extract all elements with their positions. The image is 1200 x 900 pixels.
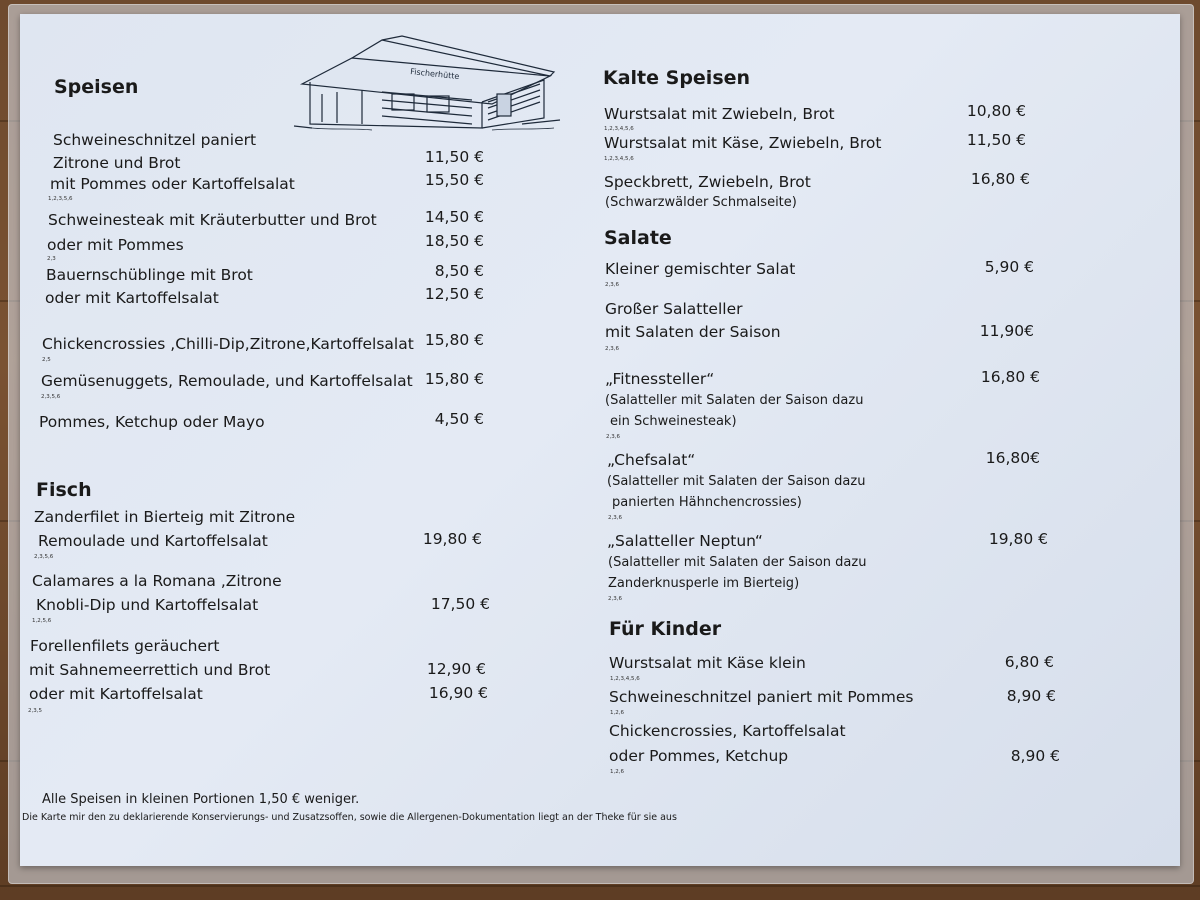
menu-item-line: „Fitnessteller“ xyxy=(605,370,715,388)
kalte-speisen-heading: Kalte Speisen xyxy=(603,67,751,89)
allergen-codes: 2,3,6 xyxy=(605,282,619,288)
menu-item-line: Wurstsalat mit Zwiebeln, Brot xyxy=(604,105,835,123)
menu-item-line: Remoulade und Kartoffelsalat xyxy=(38,532,268,550)
allergen-codes: 2,3,6 xyxy=(606,434,620,440)
price: 16,80 € xyxy=(970,170,1030,188)
menu-item-line: Wurstsalat mit Käse, Zwiebeln, Brot xyxy=(604,134,882,152)
menu-item-line: Gemüsenuggets, Remoulade, und Kartoffelsalat xyxy=(41,372,413,390)
menu-item-line: Speckbrett, Zwiebeln, Brot xyxy=(604,173,811,191)
kinder-heading: Für Kinder xyxy=(609,618,722,640)
menu-item-line: Zanderfilet in Bierteig mit Zitrone xyxy=(34,508,296,526)
menu-item-description: Zanderknusperle im Bierteig) xyxy=(608,576,800,591)
allergen-codes: 2,3,6 xyxy=(608,515,622,521)
menu-item-line: oder Pommes, Ketchup xyxy=(609,747,789,765)
price: 16,90 € xyxy=(428,684,488,702)
price: 16,80 € xyxy=(980,368,1040,386)
speisen-heading: Speisen xyxy=(54,76,139,98)
menu-item-line: Schweinesteak mit Kräuterbutter und Brot xyxy=(48,211,377,229)
price: 15,80 € xyxy=(424,370,484,388)
fisch-heading: Fisch xyxy=(36,479,92,501)
menu-item-line: oder mit Kartoffelsalat xyxy=(29,685,203,703)
hut-drawing xyxy=(292,32,562,132)
menu-item-line: Bauernschüblinge mit Brot xyxy=(46,266,253,284)
allergen-codes: 1,2,5,6 xyxy=(32,618,52,624)
menu-item-description: (Salatteller mit Salaten der Saison dazu xyxy=(608,555,867,570)
allergen-codes: 2,3,6 xyxy=(605,346,619,352)
hut-sign: Fischerhütte xyxy=(409,67,460,82)
price: 12,90 € xyxy=(426,660,486,678)
price: 15,50 € xyxy=(424,171,484,189)
price: 5,90 € xyxy=(984,258,1034,276)
price: 15,80 € xyxy=(424,331,484,349)
price: 17,50 € xyxy=(430,595,490,613)
price: 12,50 € xyxy=(424,285,484,303)
allergen-disclaimer: Die Karte mir den zu deklarierende Konservierungs- und Zusatzsoffen, sowie die Allergenen-Dokumentation liegt an der Theke für sie aus xyxy=(22,812,677,823)
price: 11,50 € xyxy=(424,148,484,166)
allergen-codes: 2,3,5 xyxy=(28,708,42,714)
allergen-codes: 2,3 xyxy=(47,256,56,262)
menu-item-description: ein Schweinesteak) xyxy=(610,414,737,429)
menu-item-line: Schweineschnitzel paniert mit Pommes xyxy=(609,688,914,706)
allergen-codes: 1,2,6 xyxy=(610,710,624,716)
menu-item-description: (Salatteller mit Salaten der Saison dazu xyxy=(605,393,864,408)
menu-item-line: mit Pommes oder Kartoffelsalat xyxy=(50,175,295,193)
price: 6,80 € xyxy=(1004,653,1054,671)
allergen-codes: 1,2,6 xyxy=(610,769,624,775)
price: 10,80 € xyxy=(966,102,1026,120)
price: 14,50 € xyxy=(424,208,484,226)
menu-card xyxy=(20,14,1180,866)
menu-item-description: panierten Hähnchencrossies) xyxy=(612,495,802,510)
allergen-codes: 2,3,5,6 xyxy=(34,554,54,560)
salate-heading: Salate xyxy=(604,227,672,249)
menu-item-line: Pommes, Ketchup oder Mayo xyxy=(39,413,265,431)
price: 16,80€ xyxy=(985,449,1040,467)
menu-item-description: (Schwarzwälder Schmalseite) xyxy=(605,195,797,210)
menu-item-line: Kleiner gemischter Salat xyxy=(605,260,796,278)
price: 8,50 € xyxy=(434,262,484,280)
allergen-codes: 1,2,3,4,5,6 xyxy=(604,156,634,162)
allergen-codes: 1,2,3,4,5,6 xyxy=(610,676,640,682)
price: 18,50 € xyxy=(424,232,484,250)
menu-item-line: Zitrone und Brot xyxy=(53,154,181,172)
menu-item-line: Knobli-Dip und Kartoffelsalat xyxy=(36,596,259,614)
menu-item-line: Chickencrossies ,Chilli-Dip,Zitrone,Kartoffelsalat xyxy=(42,335,414,353)
price: 19,80 € xyxy=(422,530,482,548)
price: 11,50 € xyxy=(966,131,1026,149)
menu-item-line: mit Salaten der Saison xyxy=(605,323,781,341)
menu-item-line: Calamares a la Romana ,Zitrone xyxy=(32,572,282,590)
price: 8,90 € xyxy=(1010,747,1060,765)
menu-item-line: Chickencrossies, Kartoffelsalat xyxy=(609,722,846,740)
menu-item-line: mit Sahnemeerrettich und Brot xyxy=(29,661,271,679)
allergen-codes: 2,5 xyxy=(42,357,51,363)
price: 11,90€ xyxy=(979,322,1034,340)
allergen-codes: 2,3,6 xyxy=(608,596,622,602)
menu-item-line: Großer Salatteller xyxy=(605,300,743,318)
allergen-codes: 2,3,5,6 xyxy=(41,394,61,400)
menu-item-line: „Chefsalat“ xyxy=(607,451,696,469)
price: 8,90 € xyxy=(1006,687,1056,705)
price: 19,80 € xyxy=(988,530,1048,548)
menu-item-line: Forellenfilets geräuchert xyxy=(30,637,220,655)
menu-item-line: oder mit Pommes xyxy=(47,236,184,254)
menu-item-line: Schweineschnitzel paniert xyxy=(53,131,257,149)
menu-item-line: oder mit Kartoffelsalat xyxy=(45,289,219,307)
portion-note: Alle Speisen in kleinen Portionen 1,50 € weniger. xyxy=(42,792,360,807)
menu-item-line: „Salatteller Neptun“ xyxy=(607,532,763,550)
allergen-codes: 1,2,3,4,5,6 xyxy=(604,126,634,132)
allergen-codes: 1,2,3,5,6 xyxy=(48,196,73,202)
price: 4,50 € xyxy=(434,410,484,428)
menu-item-description: (Salatteller mit Salaten der Saison dazu xyxy=(607,474,866,489)
menu-item-line: Wurstsalat mit Käse klein xyxy=(609,654,806,672)
